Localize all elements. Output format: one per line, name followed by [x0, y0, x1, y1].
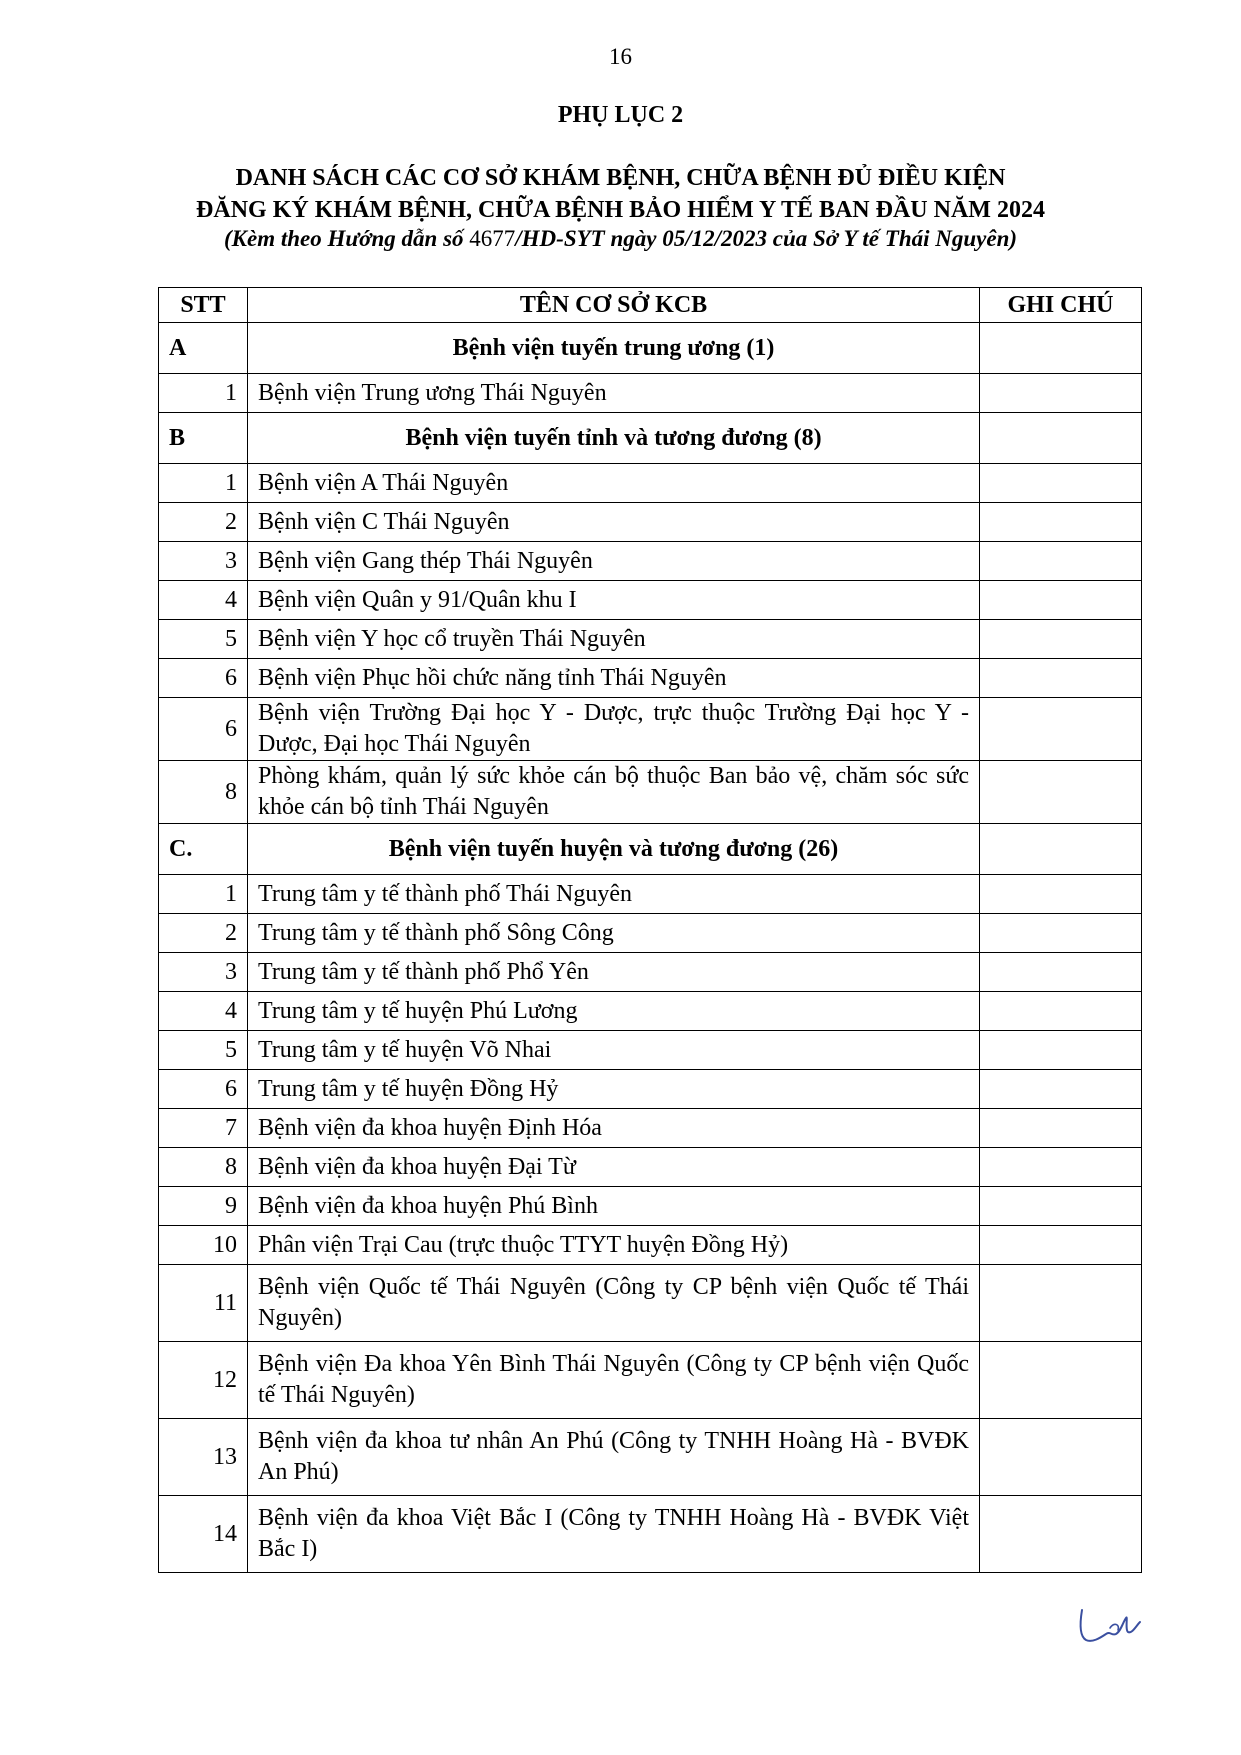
row-facility-name: Bệnh viện Trung ương Thái Nguyên — [248, 374, 980, 413]
signature-icon — [1076, 1600, 1146, 1650]
row-note — [980, 503, 1142, 542]
document-subtitle — [0, 226, 1241, 252]
row-stt: 6 — [159, 659, 248, 698]
table-row — [159, 1109, 1142, 1148]
table-row — [159, 620, 1142, 659]
header-name: TÊN CƠ SỞ KCB — [248, 288, 980, 323]
row-facility-name: Bệnh viện A Thái Nguyên — [248, 464, 980, 503]
table-row — [159, 875, 1142, 914]
table-row — [159, 542, 1142, 581]
row-note — [980, 914, 1142, 953]
appendix-title: PHỤ LỤC 2 — [557, 102, 684, 128]
row-stt: 11 — [159, 1265, 248, 1342]
row-stt: 6 — [159, 1070, 248, 1109]
row-stt: 10 — [159, 1226, 248, 1265]
row-note — [980, 1187, 1142, 1226]
row-facility-name: Trung tâm y tế huyện Võ Nhai — [248, 1031, 980, 1070]
table-row — [159, 659, 1142, 698]
table-row — [159, 761, 1142, 824]
table-row — [159, 1496, 1142, 1573]
row-facility-name: Bệnh viện Đa khoa Yên Bình Thái Nguyên (Công ty CP bệnh viện Quốc tế Thái Nguyên) — [248, 1342, 980, 1419]
row-facility-name: Bệnh viện đa khoa huyện Định Hóa — [248, 1109, 980, 1148]
row-stt: 5 — [159, 620, 248, 659]
section-row — [159, 413, 1142, 464]
row-stt: 8 — [159, 761, 248, 824]
row-stt: 2 — [159, 503, 248, 542]
table-row — [159, 1031, 1142, 1070]
section-title: Bệnh viện tuyến trung ương (1) — [248, 323, 980, 374]
row-note — [980, 374, 1142, 413]
row-facility-name: Bệnh viện Phục hồi chức năng tỉnh Thái Nguyên — [248, 659, 980, 698]
row-note — [980, 698, 1142, 761]
section-code: B — [159, 413, 248, 464]
row-stt: 13 — [159, 1419, 248, 1496]
row-facility-name: Bệnh viện đa khoa huyện Phú Bình — [248, 1187, 980, 1226]
row-note — [980, 542, 1142, 581]
row-stt: 8 — [159, 1148, 248, 1187]
row-stt: 1 — [159, 464, 248, 503]
title-line-1: DANH SÁCH CÁC CƠ SỞ KHÁM BỆNH, CHỮA BỆNH ĐỦ ĐIỀU KIỆN — [235, 165, 1006, 191]
row-facility-name: Bệnh viện Trường Đại học Y - Dược, trực thuộc Trường Đại học Y - Dược, Đại học Thái Nguyên — [248, 698, 980, 761]
row-note — [980, 620, 1142, 659]
row-note — [980, 761, 1142, 824]
row-note — [980, 581, 1142, 620]
title-line-2: ĐĂNG KÝ KHÁM BỆNH, CHỮA BỆNH BẢO HIỂM Y TẾ BAN ĐẦU NĂM 2024 — [196, 197, 1045, 223]
row-stt: 7 — [159, 1109, 248, 1148]
row-note — [980, 1496, 1142, 1573]
row-stt: 5 — [159, 1031, 248, 1070]
row-stt: 1 — [159, 374, 248, 413]
table-row — [159, 374, 1142, 413]
row-note — [980, 1419, 1142, 1496]
row-stt: 4 — [159, 581, 248, 620]
header-stt: STT — [159, 288, 248, 323]
table-row — [159, 503, 1142, 542]
table-row — [159, 914, 1142, 953]
table-row — [159, 1419, 1142, 1496]
row-facility-name: Bệnh viện Y học cổ truyền Thái Nguyên — [248, 620, 980, 659]
row-note — [980, 1265, 1142, 1342]
row-note — [980, 1031, 1142, 1070]
section-note — [980, 413, 1142, 464]
table-row — [159, 1187, 1142, 1226]
table-row — [159, 464, 1142, 503]
row-facility-name: Bệnh viện đa khoa tư nhân An Phú (Công ty TNHH Hoàng Hà - BVĐK An Phú) — [248, 1419, 980, 1496]
section-row — [159, 323, 1142, 374]
table-header-row — [159, 288, 1142, 323]
row-note — [980, 1109, 1142, 1148]
header-note: GHI CHÚ — [980, 288, 1142, 323]
facility-table — [158, 287, 1142, 1573]
table-row — [159, 1226, 1142, 1265]
section-title: Bệnh viện tuyến huyện và tương đương (26) — [248, 824, 980, 875]
row-stt: 9 — [159, 1187, 248, 1226]
row-note — [980, 992, 1142, 1031]
row-note — [980, 464, 1142, 503]
section-note — [980, 323, 1142, 374]
row-note — [980, 659, 1142, 698]
table-row — [159, 1070, 1142, 1109]
row-facility-name: Bệnh viện Gang thép Thái Nguyên — [248, 542, 980, 581]
row-stt: 1 — [159, 875, 248, 914]
section-title: Bệnh viện tuyến tỉnh và tương đương (8) — [248, 413, 980, 464]
row-facility-name: Trung tâm y tế huyện Đồng Hỷ — [248, 1070, 980, 1109]
row-facility-name: Trung tâm y tế thành phố Phổ Yên — [248, 953, 980, 992]
table-body — [159, 323, 1142, 1573]
table-row — [159, 698, 1142, 761]
row-note — [980, 953, 1142, 992]
row-stt: 3 — [159, 542, 248, 581]
table-row — [159, 1265, 1142, 1342]
row-facility-name: Trung tâm y tế huyện Phú Lương — [248, 992, 980, 1031]
section-code: C. — [159, 824, 248, 875]
row-stt: 4 — [159, 992, 248, 1031]
row-facility-name: Bệnh viện đa khoa huyện Đại Từ — [248, 1148, 980, 1187]
subtitle-suffix: /HD-SYT ngày 05/12/2023 của Sở Y tế Thái Nguyên) — [515, 226, 1018, 251]
row-facility-name: Phân viện Trại Cau (trực thuộc TTYT huyện Đồng Hỷ) — [248, 1226, 980, 1265]
table-row — [159, 581, 1142, 620]
table-row — [159, 1342, 1142, 1419]
row-stt: 14 — [159, 1496, 248, 1573]
section-code: A — [159, 323, 248, 374]
row-facility-name: Bệnh viện C Thái Nguyên — [248, 503, 980, 542]
row-stt: 12 — [159, 1342, 248, 1419]
row-facility-name: Trung tâm y tế thành phố Thái Nguyên — [248, 875, 980, 914]
row-stt: 2 — [159, 914, 248, 953]
row-facility-name: Trung tâm y tế thành phố Sông Công — [248, 914, 980, 953]
table-row — [159, 953, 1142, 992]
row-stt: 6 — [159, 698, 248, 761]
table-row — [159, 1148, 1142, 1187]
row-note — [980, 1070, 1142, 1109]
row-note — [980, 1148, 1142, 1187]
row-note — [980, 875, 1142, 914]
page-number: 16 — [609, 44, 632, 69]
row-facility-name: Bệnh viện đa khoa Việt Bắc I (Công ty TNHH Hoàng Hà - BVĐK Việt Bắc I) — [248, 1496, 980, 1573]
section-note — [980, 824, 1142, 875]
row-note — [980, 1342, 1142, 1419]
subtitle-number: 4677 — [469, 226, 516, 251]
document-title — [0, 162, 1241, 226]
subtitle-prefix: (Kèm theo Hướng dẫn số — [223, 226, 464, 251]
table-row — [159, 992, 1142, 1031]
row-stt: 3 — [159, 953, 248, 992]
section-row — [159, 824, 1142, 875]
row-note — [980, 1226, 1142, 1265]
row-facility-name: Bệnh viện Quân y 91/Quân khu I — [248, 581, 980, 620]
row-facility-name: Bệnh viện Quốc tế Thái Nguyên (Công ty CP bệnh viện Quốc tế Thái Nguyên) — [248, 1265, 980, 1342]
row-facility-name: Phòng khám, quản lý sức khỏe cán bộ thuộc Ban bảo vệ, chăm sóc sức khỏe cán bộ tỉnh Thái Nguyên — [248, 761, 980, 824]
